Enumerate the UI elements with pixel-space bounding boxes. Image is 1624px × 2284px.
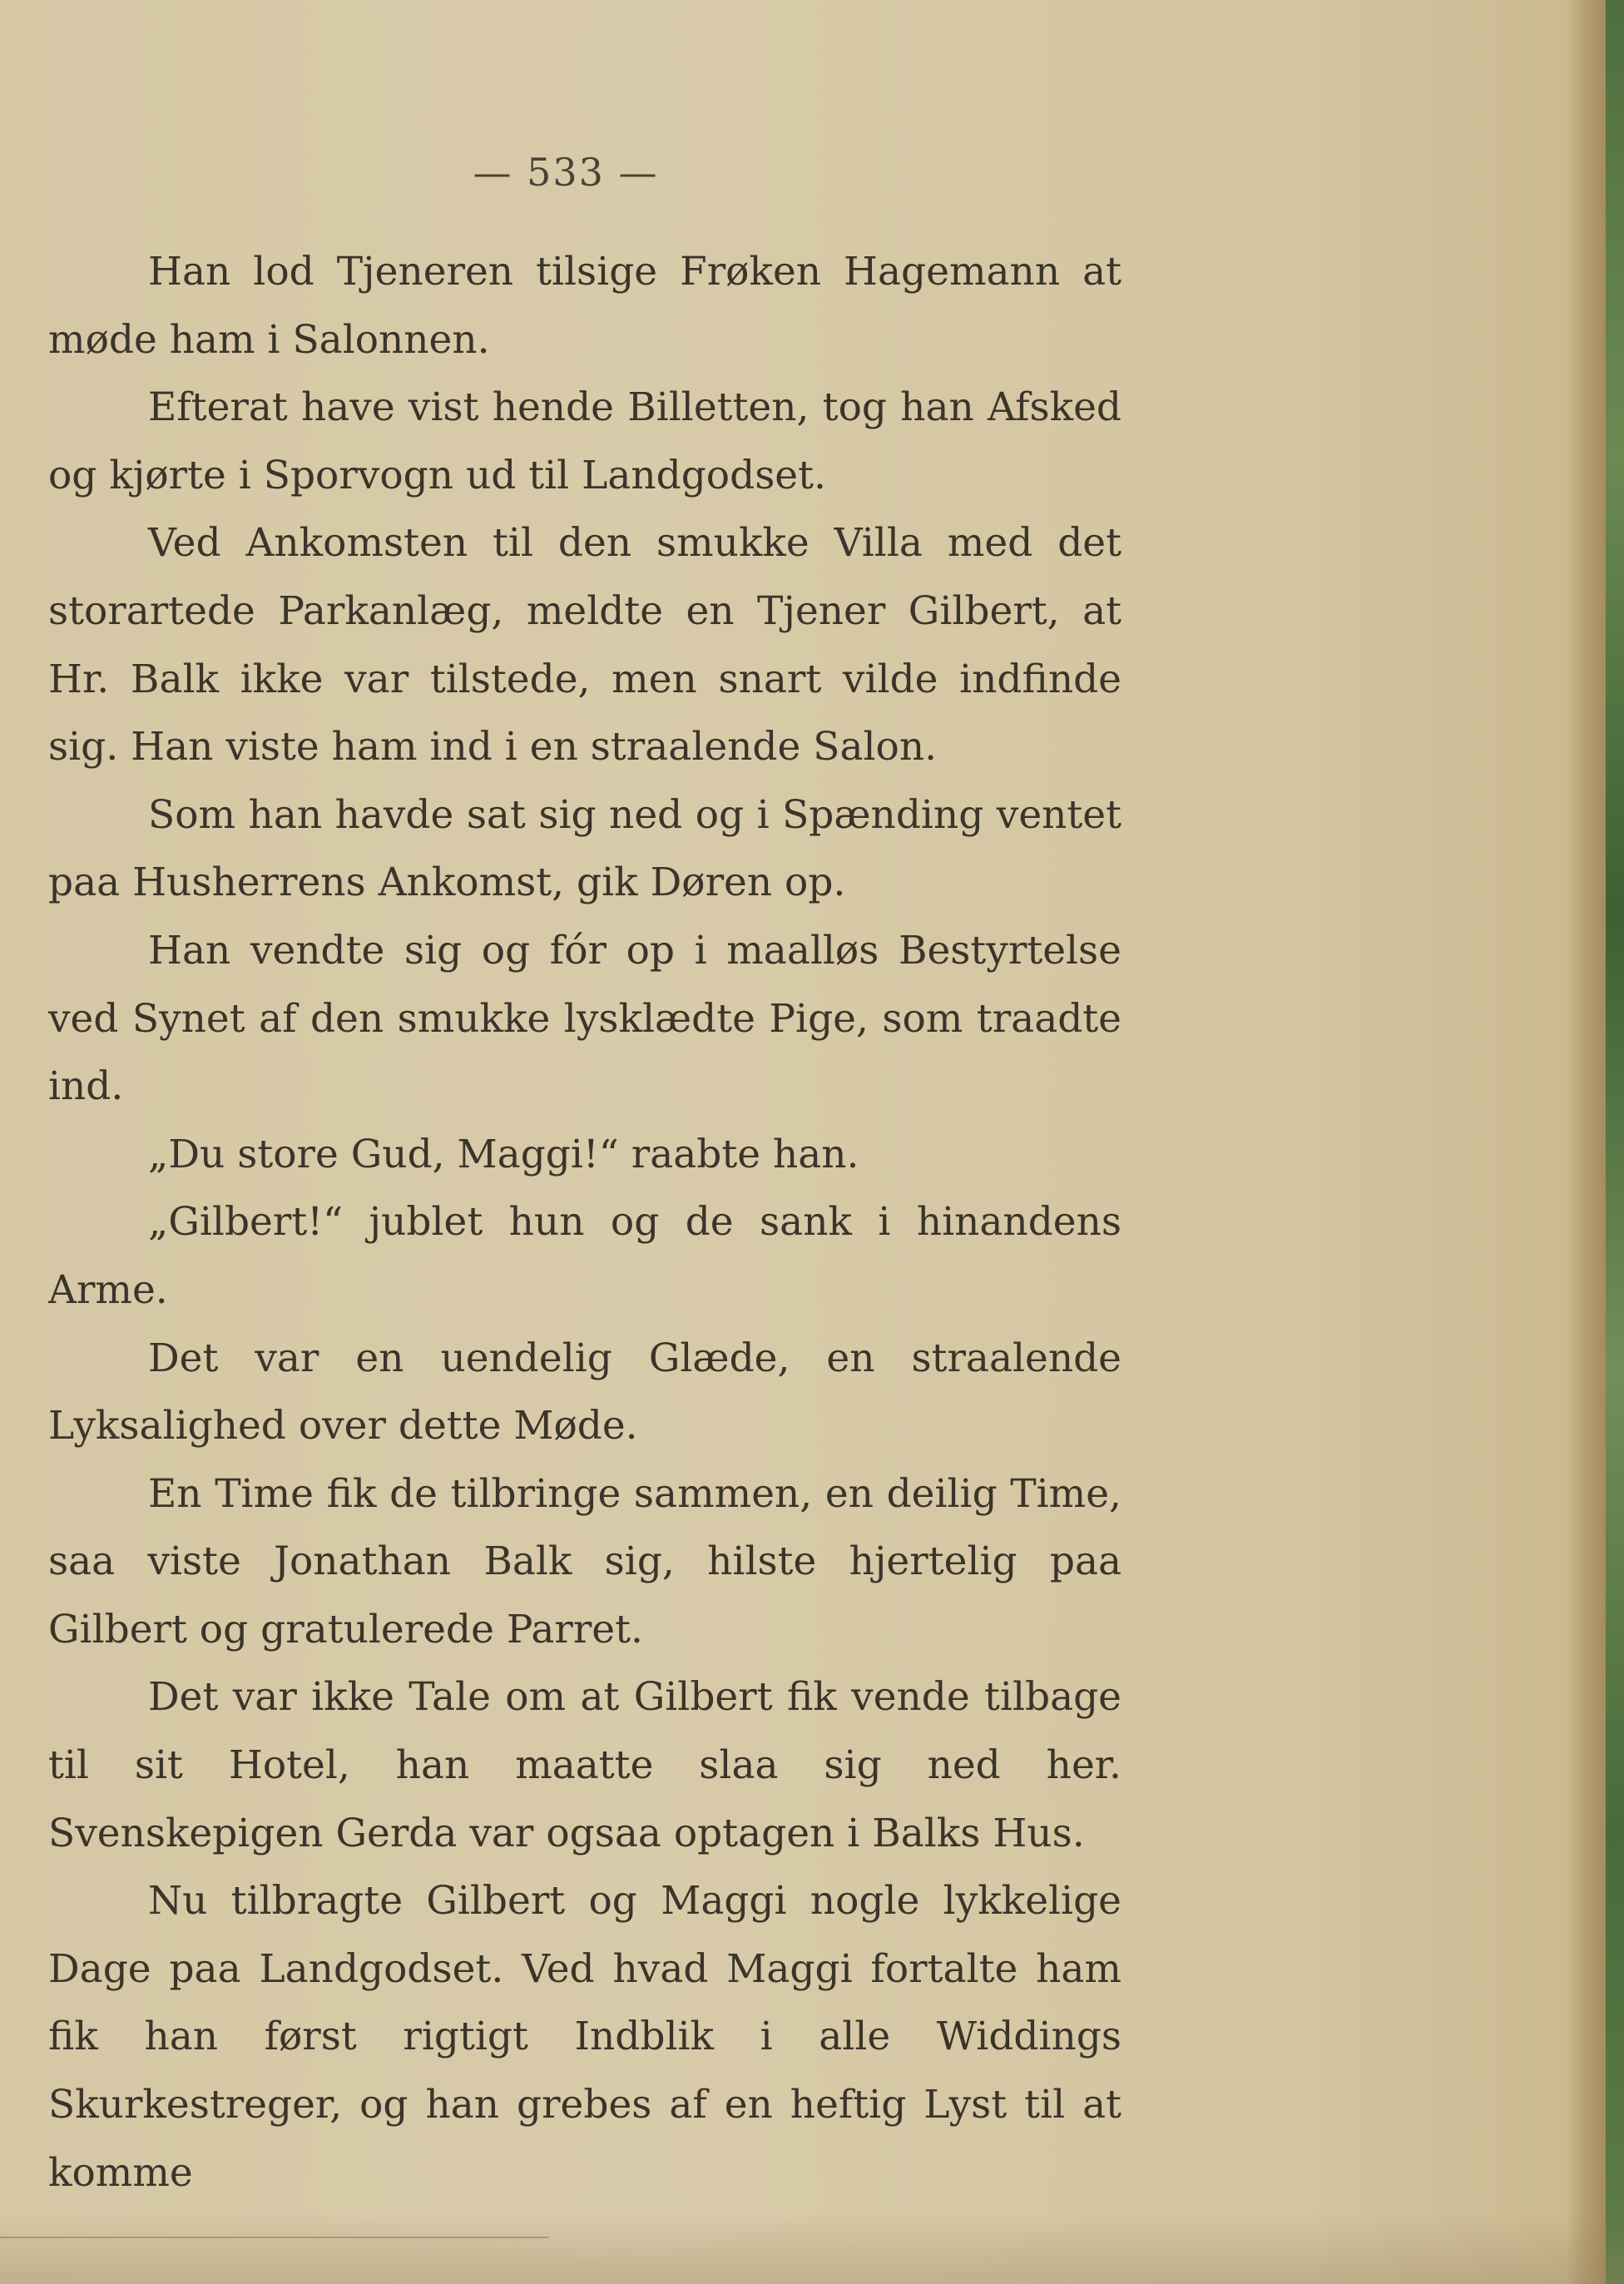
page-edge-shadow: [1568, 0, 1606, 2284]
paragraph: Ved Ankomsten til den smukke Villa med det storartede Parkanlæg, meldte en Tjener Gilbert, at Hr. Balk ikke var tilstede, men snart vilde indfinde sig. Han viste ham ind i en straalende Salon.: [48, 520, 1121, 770]
paragraph: Som han havde sat sig ned og i Spænding ventet paa Husherrens Ankomst, gik Døren op.: [48, 791, 1121, 906]
bottom-rule: [0, 2237, 549, 2238]
cover-edge: [1606, 0, 1624, 2284]
paragraph: „Du store Gud, Maggi!“ raabte han.: [148, 1131, 859, 1177]
paragraph: En Time fik de tilbringe sammen, en deilig Time, saa viste Jonathan Balk sig, hilste hjertelig paa Gilbert og gratulerede Parret.: [48, 1470, 1121, 1652]
paragraph: Han vendte sig og fór op i maalløs Bestyrtelse ved Synet af den smukke lysklædte Pige, som traadte ind.: [48, 927, 1121, 1110]
body-text: [48, 238, 1121, 2207]
paragraph: Det var en uendelig Glæde, en straalende Lyksalighed over dette Møde.: [48, 1335, 1121, 1449]
paragraph: Efterat have vist hende Billetten, tog han Afsked og kjørte i Sporvogn ud til Landgodset.: [48, 384, 1121, 498]
paragraph: Han lod Tjeneren tilsige Frøken Hagemann at møde ham i Salonnen.: [48, 249, 1121, 363]
paragraph: Det var ikke Tale om at Gilbert fik vende tilbage til sit Hotel, han maatte slaa sig ned her. Svenskepigen Gerda var ogsaa optagen i Balks Hus.: [48, 1674, 1121, 1856]
paragraph: Nu tilbragte Gilbert og Maggi nogle lykkelige Dage paa Landgodset. Ved hvad Maggi fortalte ham fik han først rigtigt Indblik i alle Widdings Skurkestreger, og han grebes af en heftig Lyst til at komme: [48, 1878, 1121, 2196]
page-number: — 533 —: [473, 150, 659, 195]
paragraph: „Gilbert!“ jublet hun og de sank i hinandens Arme.: [48, 1199, 1121, 1313]
bottom-shadow: [0, 2213, 1624, 2284]
